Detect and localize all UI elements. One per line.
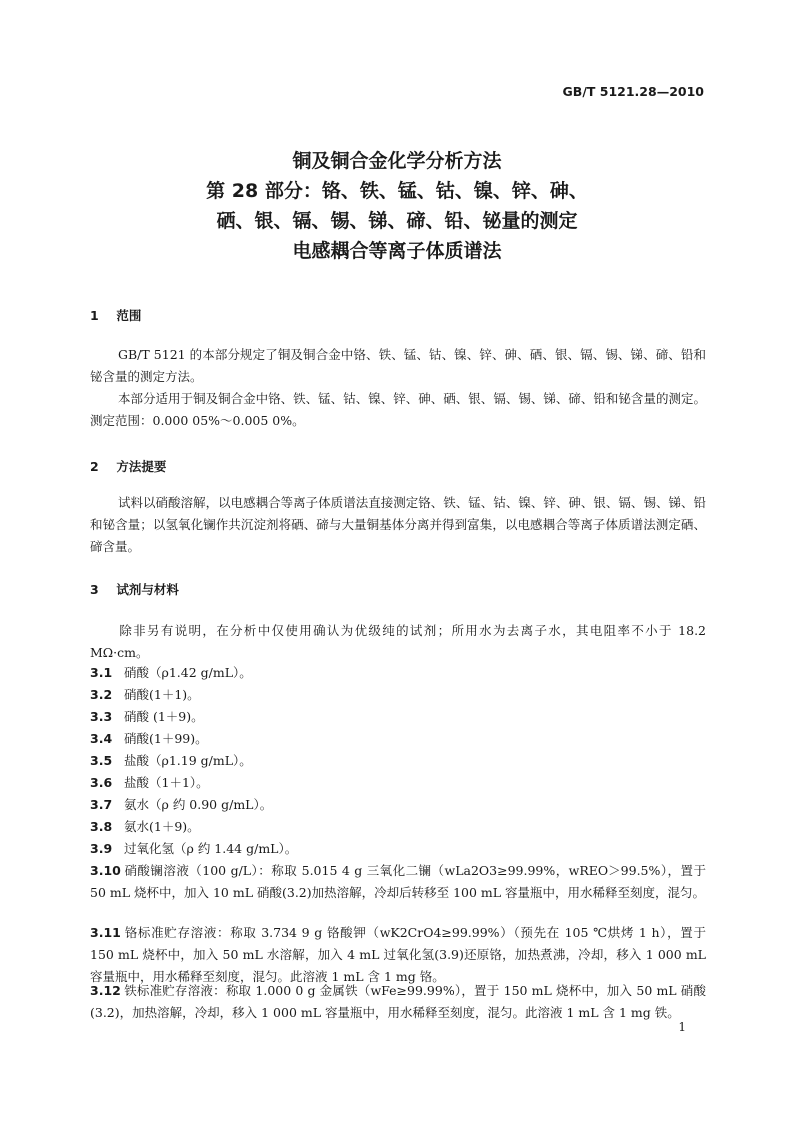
reagent-item bbox=[90, 838, 706, 860]
item-number: 3.4 bbox=[90, 731, 113, 746]
reagent-item bbox=[90, 860, 706, 904]
section-1-paragraph-2 bbox=[90, 388, 706, 432]
page-number: 1 bbox=[678, 1020, 686, 1034]
reagent-item bbox=[90, 662, 706, 684]
title-line-1: 铜及铜合金化学分析方法 bbox=[292, 150, 502, 172]
standard-number: GB/T 5121.28—2010 bbox=[562, 84, 704, 99]
document-title bbox=[0, 146, 794, 266]
section-1-heading bbox=[90, 306, 141, 324]
reagent-item bbox=[90, 684, 706, 706]
reagent-item bbox=[90, 794, 706, 816]
item-text: 硝酸镧溶液（100 g/L）：称取 5.015 4 g 三氧化二镧（wLa2O3≥99.99%，wREO＞99.5%），置于 50 mL 烧杯中，加入 10 mL 硝酸(3.2)加热溶解，冷却后转移至 100 mL 容量瓶中，用水稀释至刻度，混匀。 bbox=[90, 863, 706, 900]
reagent-item bbox=[90, 728, 706, 750]
item-text: 盐酸（1＋1）。 bbox=[124, 775, 209, 790]
item-number: 3.7 bbox=[90, 797, 113, 812]
section-number: 2 bbox=[90, 459, 99, 474]
section-2-paragraph-1 bbox=[90, 492, 706, 558]
section-3-heading bbox=[90, 580, 179, 598]
paragraph-text: 本部分适用于铜及铜合金中铬、铁、锰、钴、镍、锌、砷、硒、银、镉、锡、锑、碲、铅和铋含量的测定。测定范围：0.000 05%～0.005 0%。 bbox=[90, 391, 706, 428]
item-text: 硝酸（ρ1.42 g/mL）。 bbox=[124, 665, 252, 680]
item-text: 过氧化氢（ρ 约 1.44 g/mL）。 bbox=[124, 841, 298, 856]
section-title: 试剂与材料 bbox=[116, 582, 179, 597]
section-title: 范围 bbox=[116, 308, 142, 323]
reagent-item bbox=[90, 772, 706, 794]
section-1-paragraph-1 bbox=[90, 344, 706, 388]
item-text: 铬标准贮存溶液：称取 3.734 9 g 铬酸钾（wK2CrO4≥99.99%）（预先在 105 ℃烘烤 1 h），置于 150 mL 烧杯中，加入 50 mL 水溶解，加入 4 mL 过氧化氢(3.9)还原铬，加热煮沸，冷却，移入 1 000 mL 容量瓶中，用水稀释至刻度，混匀。此溶液 1 mL 含 1 mg 铬。 bbox=[90, 925, 706, 984]
item-number: 3.11 bbox=[90, 925, 121, 940]
title-line-2: 第 28 部分：铬、铁、锰、钴、镍、锌、砷、 bbox=[206, 180, 588, 202]
paragraph-text: 除非另有说明，在分析中仅使用确认为优级纯的试剂；所用水为去离子水，其电阻率不小于 18.2 MΩ·cm。 bbox=[90, 623, 706, 660]
section-title: 方法提要 bbox=[116, 459, 167, 474]
section-3-paragraph-1 bbox=[90, 620, 706, 664]
paragraph-text: GB/T 5121 的本部分规定了铜及铜合金中铬、铁、锰、钴、镍、锌、砷、硒、银、镉、锡、锑、碲、铅和铋含量的测定方法。 bbox=[90, 347, 706, 384]
reagent-item bbox=[90, 816, 706, 838]
item-text: 氨水(1＋9)。 bbox=[124, 819, 200, 834]
item-number: 3.8 bbox=[90, 819, 113, 834]
reagent-item bbox=[90, 922, 706, 988]
item-number: 3.10 bbox=[90, 863, 121, 878]
item-number: 3.5 bbox=[90, 753, 113, 768]
reagent-item bbox=[90, 980, 706, 1024]
item-number: 3.12 bbox=[90, 983, 121, 998]
item-number: 3.1 bbox=[90, 665, 113, 680]
item-number: 3.6 bbox=[90, 775, 113, 790]
reagent-item bbox=[90, 706, 706, 728]
item-text: 硝酸(1＋1)。 bbox=[124, 687, 200, 702]
reagent-item bbox=[90, 750, 706, 772]
item-number: 3.9 bbox=[90, 841, 113, 856]
section-2-heading bbox=[90, 457, 166, 475]
item-text: 盐酸（ρ1.19 g/mL）。 bbox=[124, 753, 252, 768]
section-number: 3 bbox=[90, 582, 99, 597]
item-text: 氨水（ρ 约 0.90 g/mL）。 bbox=[124, 797, 273, 812]
paragraph-text: 试料以硝酸溶解，以电感耦合等离子体质谱法直接测定铬、铁、锰、钴、镍、锌、砷、银、镉、锡、锑、铅和铋含量；以氢氧化镧作共沉淀剂将硒、碲与大量铜基体分离并得到富集，以电感耦合等离子体质谱法测定硒、碲含量。 bbox=[90, 495, 706, 554]
item-number: 3.3 bbox=[90, 709, 113, 724]
title-line-4: 电感耦合等离子体质谱法 bbox=[292, 240, 502, 262]
title-line-3: 硒、银、镉、锡、锑、碲、铅、铋量的测定 bbox=[216, 210, 578, 232]
item-text: 铁标准贮存溶液：称取 1.000 0 g 金属铁（wFe≥99.99%），置于 150 mL 烧杯中，加入 50 mL 硝酸(3.2)，加热溶解，冷却，移入 1 000 mL 容量瓶中，用水稀释至刻度，混匀。此溶液 1 mL 含 1 mg 铁。 bbox=[90, 983, 706, 1020]
section-number: 1 bbox=[90, 308, 99, 323]
item-text: 硝酸(1＋99)。 bbox=[124, 731, 208, 746]
item-number: 3.2 bbox=[90, 687, 113, 702]
item-text: 硝酸 (1＋9)。 bbox=[124, 709, 204, 724]
